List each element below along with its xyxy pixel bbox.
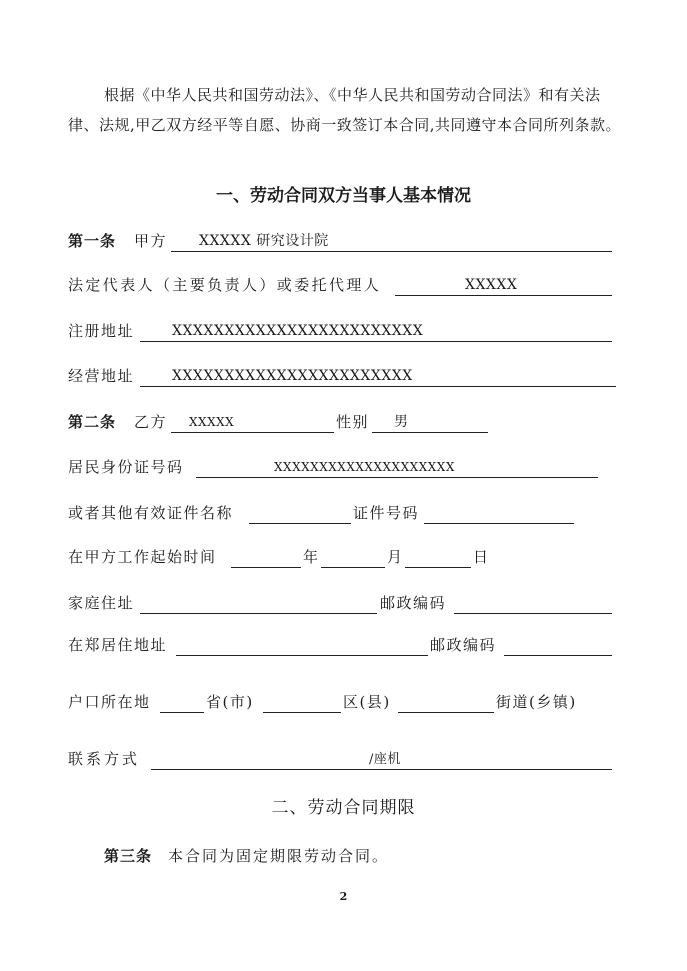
article1-label: 第一条 [68, 232, 117, 250]
party-b-label: 乙方 [134, 413, 168, 431]
business-address-value: XXXXXXXXXXXXXXXXXXXXXXX [172, 368, 413, 384]
party-b-name-value: XXXXX [189, 415, 235, 429]
gender-label: 性别 [336, 413, 370, 431]
hukou-row [68, 690, 598, 714]
day-label: 日 [473, 548, 490, 566]
registered-address-field[interactable] [140, 321, 612, 342]
registered-address-row [68, 319, 613, 343]
article1-row [68, 229, 613, 253]
contact-label: 联系方式 [68, 750, 141, 768]
local-zip-label: 邮政编码 [430, 636, 497, 654]
article2-row [68, 410, 493, 434]
year-label: 年 [303, 548, 320, 566]
gender-value: 男 [394, 414, 409, 430]
street-label: 街道(乡镇) [496, 693, 577, 711]
business-address-field[interactable] [140, 366, 616, 387]
hukou-label: 户口所在地 [68, 693, 151, 711]
other-id-row [68, 501, 580, 525]
hukou-province-field[interactable] [160, 692, 204, 713]
id-number-label: 居民身份证号码 [68, 458, 184, 476]
start-date-row [68, 545, 493, 569]
representative-value: XXXXX [465, 277, 518, 293]
business-address-label: 经营地址 [68, 367, 135, 385]
home-zip-field[interactable] [454, 593, 612, 614]
home-address-field[interactable] [140, 593, 377, 614]
article3-row [104, 844, 504, 868]
hukou-street-field[interactable] [398, 692, 494, 713]
district-label: 区(县) [343, 693, 391, 711]
other-id-name-field[interactable] [249, 503, 351, 524]
contact-row [68, 747, 613, 771]
intro-paragraph: 根据《中华人民共和国劳动法》、《中华人民共和国劳动合同法》和有关法律、法规,甲乙双方经平等自愿、协商一致签订本合同,共同遵守本合同所列条款。 [68, 86, 622, 134]
gender-field[interactable] [372, 412, 488, 433]
hukou-district-field[interactable] [263, 692, 341, 713]
representative-row [68, 273, 613, 297]
registered-address-value: XXXXXXXXXXXXXXXXXXXXXXXX [172, 323, 424, 339]
business-address-row [68, 364, 618, 388]
id-number-value: XXXXXXXXXXXXXXXXXXXX [274, 460, 455, 474]
article3-text: 本合同为固定期限劳动合同。 [168, 847, 390, 865]
start-year-field[interactable] [231, 547, 301, 568]
start-day-field[interactable] [405, 547, 471, 568]
other-id-number-label: 证件号码 [353, 504, 420, 522]
province-label: 省(市) [206, 693, 254, 711]
contact-field[interactable] [151, 749, 612, 770]
party-a-label: 甲方 [134, 232, 168, 250]
article2-label: 第二条 [68, 413, 117, 431]
section2-title: 二、劳动合同期限 [271, 798, 416, 818]
party-a-name-value: XXXXX 研究设计院 [199, 233, 329, 249]
other-id-number-field[interactable] [424, 503, 574, 524]
home-address-label: 家庭住址 [68, 594, 135, 612]
local-address-row [68, 633, 613, 657]
registered-address-label: 注册地址 [68, 322, 135, 340]
local-address-field[interactable] [176, 635, 428, 656]
start-month-field[interactable] [321, 547, 385, 568]
article3-label: 第三条 [104, 847, 153, 865]
representative-field[interactable] [395, 275, 612, 296]
representative-label: 法定代表人（主要负责人）或委托代理人 [68, 276, 382, 294]
home-address-row [68, 591, 613, 615]
local-zip-field[interactable] [504, 635, 612, 656]
party-b-name-field[interactable] [171, 412, 334, 433]
page-number: 2 [339, 890, 348, 903]
other-id-label: 或者其他有效证件名称 [68, 504, 234, 522]
section1-title: 一、劳动合同双方当事人基本情况 [216, 186, 471, 206]
home-zip-label: 邮政编码 [380, 594, 447, 612]
id-number-field[interactable] [196, 457, 598, 478]
start-date-label: 在甲方工作起始时间 [68, 548, 217, 566]
local-address-label: 在郑居住地址 [68, 636, 168, 654]
id-number-row [68, 455, 603, 479]
month-label: 月 [387, 548, 404, 566]
party-a-name-field[interactable] [171, 231, 612, 252]
landline-label: /座机 [369, 752, 401, 767]
